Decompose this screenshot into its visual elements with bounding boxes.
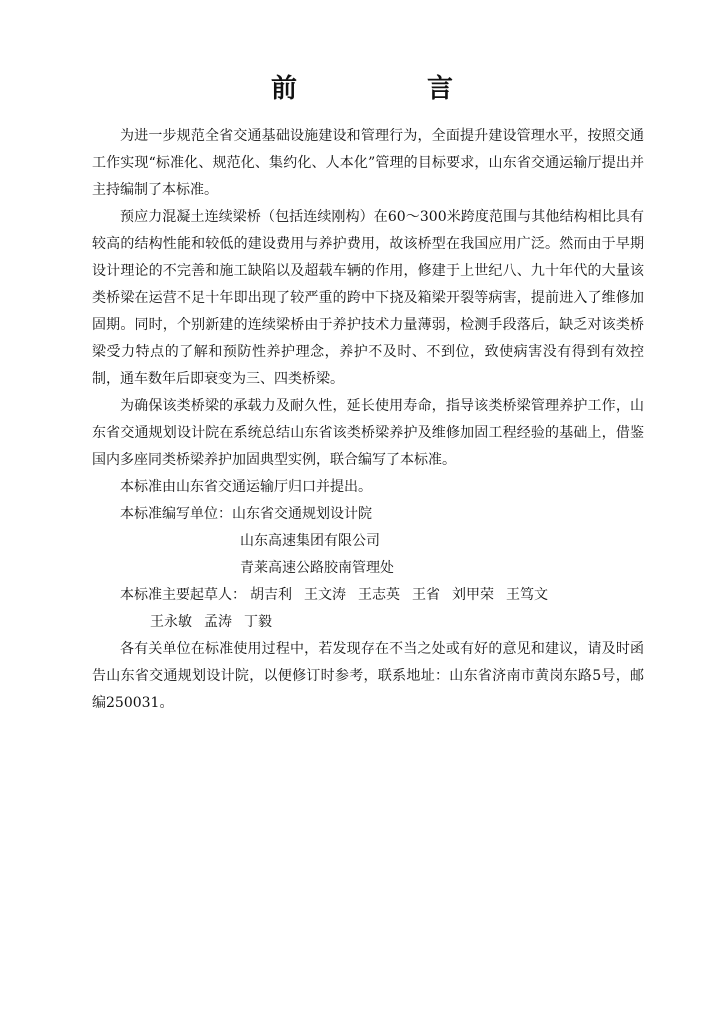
proposer-line: 本标准由山东省交通运输厅归口并提出。	[120, 479, 372, 495]
unit-name: 青莱高速公路胶南管理处	[240, 560, 394, 576]
paragraph-intro: 为进一步规范全省交通基础设施建设和管理行为，全面提升建设管理水平，按照交通工作实现“标准化、规范化、集约化、人本化”管理的目标要求，山东省交通运输厅提出并主持编制了本标准。	[92, 128, 644, 198]
drafter-name: 刘甲荣	[452, 587, 494, 603]
unit-name: 山东省交通规划设计院	[232, 506, 372, 522]
drafter-name: 王笃文	[506, 587, 548, 603]
unit-line	[92, 528, 644, 555]
paragraph-purpose: 为确保该类桥梁的承载力及耐久性，延长使用寿命，指导该类桥梁管理养护工作，山东省交通规划设计院在系统总结山东省该类桥梁养护及维修加固工程经验的基础上，借鉴国内多座同类桥梁养护加固典型实例，联合编写了本标准。	[92, 398, 644, 468]
paragraph-closing: 各有关单位在标准使用过程中，若发现存在不当之处或有好的意见和建议，请及时函告山东省交通规划设计院，以便修订时参考，联系地址：山东省济南市黄岗东路5号，邮编250031。	[92, 641, 644, 711]
drafters-label: 本标准主要起草人：	[120, 587, 246, 603]
unit-name: 山东高速集团有限公司	[240, 533, 380, 549]
drafter-name: 胡吉利	[250, 587, 292, 603]
units-line	[92, 501, 644, 528]
drafter-name: 丁毅	[244, 614, 272, 630]
units-label: 本标准编写单位：	[120, 506, 232, 522]
drafter-name: 孟涛	[204, 614, 232, 630]
drafter-name: 王文涛	[304, 587, 346, 603]
document-body	[92, 123, 644, 717]
page-title: 前 言	[270, 74, 505, 104]
paragraph-background: 预应力混凝土连续梁桥（包括连续刚构）在60～300米跨度范围与其他结构相比具有较高的结构性能和较低的建设费用与养护费用，故该桥型在我国应用广泛。然而由于早期设计理论的不完善和施工缺陷以及超载车辆的作用，修建于上世纪八、九十年代的大量该类桥梁在运营不足十年即出现了较严重的跨中下挠及箱梁开裂等病害，提前进入了维修加固期。同时，个别新建的连续梁桥由于养护技术力量薄弱，检测手段落后，缺乏对该类桥梁受力特点的了解和预防性养护理念，养护不及时、不到位，致使病害没有得到有效控制，通车数年后即衰变为三、四类桥梁。	[92, 209, 644, 387]
unit-line	[92, 555, 644, 582]
drafter-name: 王省	[412, 587, 440, 603]
drafters-line-continued	[92, 609, 644, 636]
drafter-name: 王永敏	[150, 614, 192, 630]
drafter-name: 王志英	[358, 587, 400, 603]
drafters-line	[92, 582, 644, 609]
